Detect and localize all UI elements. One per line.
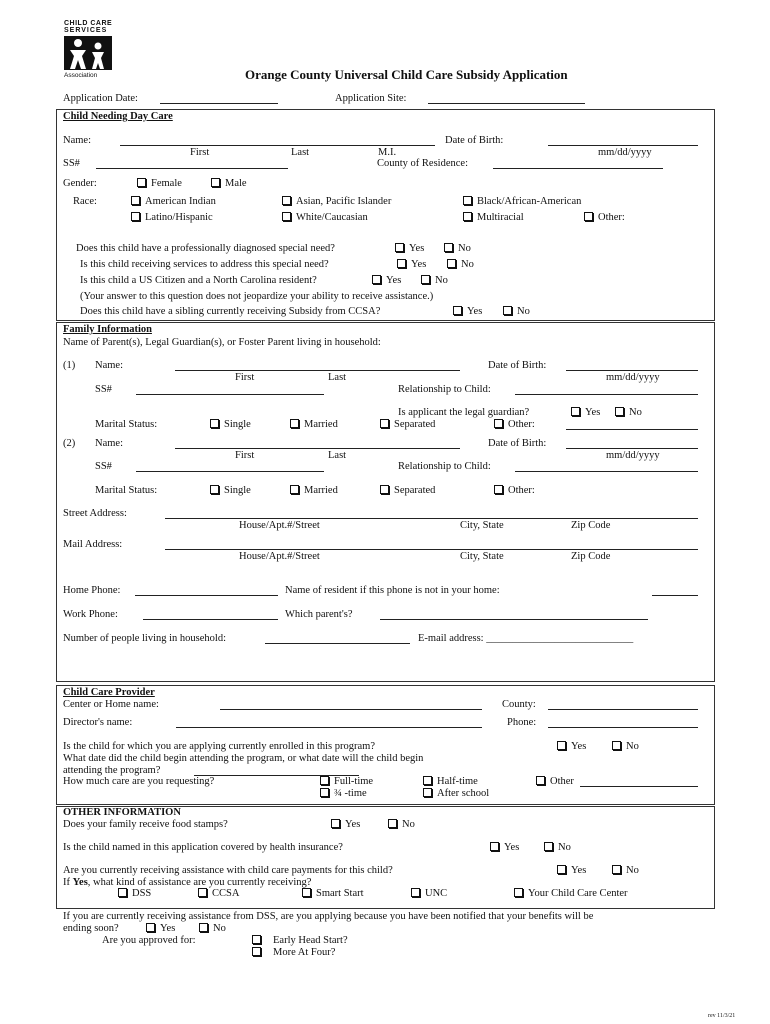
- provider-phone-field[interactable]: [548, 727, 698, 728]
- yes-label: Yes: [345, 819, 361, 830]
- enrolled-no[interactable]: [612, 741, 639, 752]
- child-heading: Child Needing Day Care: [63, 111, 173, 122]
- food-stamps-yes[interactable]: [331, 819, 360, 830]
- checkbox-icon[interactable]: [380, 485, 389, 494]
- afterschool-label: After school: [437, 788, 490, 799]
- mail-citystate-label: City, State: [460, 551, 504, 562]
- checkbox-icon[interactable]: [320, 776, 329, 785]
- yes-label: Yes: [571, 865, 587, 876]
- gender-female-label: Female: [151, 178, 182, 189]
- checkbox-icon[interactable]: [423, 776, 432, 785]
- checkbox-icon[interactable]: [411, 888, 420, 897]
- race-black-label: Black/African-American: [477, 196, 582, 207]
- care-fulltime[interactable]: [320, 776, 373, 787]
- gender-female[interactable]: [137, 178, 182, 189]
- street-citystate-label: City, State: [460, 520, 504, 531]
- parent2-single[interactable]: [210, 485, 251, 496]
- provider-phone-label: Phone:: [507, 717, 537, 728]
- director-field[interactable]: [176, 727, 482, 728]
- no-label: No: [435, 275, 448, 286]
- parent2-ss-label: SS#: [95, 461, 112, 472]
- parent2-dob-format: mm/dd/yyyy: [606, 450, 660, 461]
- checkbox-icon[interactable]: [199, 923, 208, 932]
- special-need-question: Does this child have a professionally diagnosed special need?: [76, 243, 335, 254]
- logo: [60, 20, 120, 80]
- provider-county-field[interactable]: [548, 709, 698, 710]
- checkbox-icon[interactable]: [544, 842, 553, 851]
- app-site-field[interactable]: [428, 103, 585, 104]
- checkbox-icon[interactable]: [118, 888, 127, 897]
- street-zip-label: Zip Code: [571, 520, 611, 531]
- logo-line-1: CHILD CARE: [64, 20, 113, 27]
- sibling-no[interactable]: [503, 306, 530, 317]
- logo-line-3: Association: [64, 72, 98, 79]
- parent2-name-field[interactable]: [175, 448, 460, 449]
- checkbox-icon[interactable]: [444, 243, 453, 252]
- parent1-separated[interactable]: [380, 419, 435, 430]
- checkbox-icon[interactable]: [421, 275, 430, 284]
- child-ss-field[interactable]: [96, 168, 288, 169]
- legal-guardian-question: Is applicant the legal guardian?: [398, 407, 530, 418]
- checkbox-icon[interactable]: [494, 419, 503, 428]
- yes-label: Yes: [411, 259, 427, 270]
- mail-address-label: Mail Address:: [63, 539, 123, 550]
- parent2-ss-field[interactable]: [136, 471, 324, 472]
- yes-label: Yes: [409, 243, 425, 254]
- checkbox-icon[interactable]: [211, 178, 220, 187]
- single-label: Single: [224, 419, 251, 430]
- page-title: Orange County Universal Child Care Subsidy Application: [245, 67, 568, 82]
- assist-smartstart[interactable]: [302, 888, 364, 899]
- race-american-indian-label: American Indian: [145, 196, 216, 207]
- checkbox-icon[interactable]: [252, 947, 261, 956]
- resident-label: Name of resident if this phone is not in your home:: [285, 585, 500, 596]
- checkbox-icon[interactable]: [380, 419, 389, 428]
- parent2-first-label: First: [235, 450, 255, 461]
- smartstart-label: Smart Start: [316, 888, 364, 899]
- parent1-relationship-field[interactable]: [515, 394, 698, 395]
- checkbox-icon[interactable]: [137, 178, 146, 187]
- headstart-label: Early Head Start?: [273, 935, 348, 946]
- kind-yes: Yes: [72, 877, 88, 888]
- approved-label: Are you approved for:: [102, 935, 196, 946]
- fulltime-label: Full-time: [334, 776, 374, 787]
- care-other[interactable]: [536, 776, 574, 787]
- care-other-field[interactable]: [580, 786, 698, 787]
- race-american-indian[interactable]: [131, 196, 216, 207]
- gender-male-label: Male: [225, 178, 247, 189]
- care-question: How much care are you requesting?: [63, 776, 215, 787]
- assistance-question: Are you currently receiving assistance with child care payments for this child?: [63, 865, 393, 876]
- other-info-heading: OTHER INFORMATION: [63, 807, 181, 818]
- parent1-name-field[interactable]: [175, 370, 460, 371]
- parent2-last-label: Last: [328, 450, 347, 461]
- race-label: Race:: [73, 196, 97, 207]
- checkbox-icon[interactable]: [282, 212, 291, 221]
- food-stamps-no[interactable]: [388, 819, 415, 830]
- race-multiracial-label: Multiracial: [477, 212, 524, 223]
- sibling-yes[interactable]: [453, 306, 482, 317]
- parent1-first-label: First: [235, 372, 255, 383]
- checkbox-icon[interactable]: [453, 306, 462, 315]
- services-no[interactable]: [447, 259, 474, 270]
- yes-label: Yes: [467, 306, 483, 317]
- legal-guardian-no[interactable]: [615, 407, 642, 418]
- services-yes[interactable]: [397, 259, 426, 270]
- checkbox-icon[interactable]: [571, 407, 580, 416]
- provider-county-label: County:: [502, 699, 536, 710]
- no-label: No: [458, 243, 471, 254]
- other-label: Other:: [508, 419, 535, 430]
- parent1-marital-label: Marital Status:: [95, 419, 158, 430]
- checkbox-icon[interactable]: [302, 888, 311, 897]
- checkbox-icon[interactable]: [198, 888, 207, 897]
- dss-no[interactable]: [199, 923, 226, 934]
- checkbox-icon[interactable]: [463, 196, 472, 205]
- checkbox-icon[interactable]: [372, 275, 381, 284]
- other-label: Other:: [508, 485, 535, 496]
- checkbox-icon[interactable]: [494, 485, 503, 494]
- no-label: No: [213, 923, 226, 934]
- no-label: No: [402, 819, 415, 830]
- checkbox-icon[interactable]: [463, 212, 472, 221]
- checkbox-icon[interactable]: [584, 212, 593, 221]
- street-house-label: House/Apt.#/Street: [239, 520, 320, 531]
- checkbox-icon[interactable]: [397, 259, 406, 268]
- parent1-dob-field[interactable]: [566, 370, 698, 371]
- center-name-label: Center or Home name:: [63, 699, 159, 710]
- family-heading: Family Information: [63, 324, 152, 335]
- food-stamps-question: Does your family receive food stamps?: [63, 819, 228, 830]
- provider-heading: Child Care Provider: [63, 687, 155, 698]
- director-label: Director's name:: [63, 717, 133, 728]
- no-label: No: [626, 741, 639, 752]
- parent1-number: (1): [63, 360, 76, 371]
- race-other[interactable]: [584, 212, 625, 223]
- race-white-label: White/Caucasian: [296, 212, 368, 223]
- assist-ccsa[interactable]: [198, 888, 239, 899]
- begin-question: What date did the child begin attending the program, or what date will the child begin: [63, 753, 424, 764]
- household-label: Number of people living in household:: [63, 633, 227, 644]
- care-halftime[interactable]: [423, 776, 478, 787]
- checkbox-icon[interactable]: [388, 819, 397, 828]
- logo-line-2: SERVICES: [64, 27, 108, 34]
- no-label: No: [629, 407, 642, 418]
- work-phone-field[interactable]: [143, 619, 278, 620]
- begin-question-cont: attending the program?: [63, 765, 161, 776]
- citizen-yes[interactable]: [372, 275, 401, 286]
- resident-field[interactable]: [652, 595, 698, 596]
- mail-address-field[interactable]: [165, 549, 698, 550]
- kind-rest: , what kind of assistance are you currently receiving?: [87, 877, 312, 888]
- checkbox-icon[interactable]: [514, 888, 523, 897]
- checkbox-icon[interactable]: [557, 865, 566, 874]
- checkbox-icon[interactable]: [252, 935, 261, 944]
- checkbox-icon[interactable]: [447, 259, 456, 268]
- street-address-label: Street Address:: [63, 508, 127, 519]
- child-county-field[interactable]: [493, 168, 663, 169]
- gender-label: Gender:: [63, 178, 97, 189]
- special-need-no[interactable]: [444, 243, 471, 254]
- parent1-other[interactable]: [494, 419, 535, 430]
- work-phone-label: Work Phone:: [63, 609, 118, 620]
- married-label: Married: [304, 419, 338, 430]
- parent1-name-label: Name:: [95, 360, 123, 371]
- family-subheading: Name of Parent(s), Legal Guardian(s), or Foster Parent living in household:: [63, 337, 381, 348]
- checkbox-icon[interactable]: [320, 788, 329, 797]
- child-first-label: First: [190, 147, 210, 158]
- checkbox-icon[interactable]: [146, 923, 155, 932]
- home-phone-field[interactable]: [135, 595, 278, 596]
- parent2-relationship-label: Relationship to Child:: [398, 461, 491, 472]
- child-last-label: Last: [291, 147, 310, 158]
- checkbox-icon[interactable]: [423, 788, 432, 797]
- parent2-dob-field[interactable]: [566, 448, 698, 449]
- checkbox-icon[interactable]: [131, 196, 140, 205]
- halftime-label: Half-time: [437, 776, 478, 787]
- race-other-label: Other:: [598, 212, 625, 223]
- parent1-last-label: Last: [328, 372, 347, 383]
- checkbox-icon[interactable]: [612, 865, 621, 874]
- checkbox-icon[interactable]: [557, 741, 566, 750]
- email-label[interactable]: E-mail address: ____________________________: [418, 633, 634, 644]
- parent2-marital-label: Marital Status:: [95, 485, 158, 496]
- legal-guardian-yes[interactable]: [571, 407, 600, 418]
- app-site-label: Application Site:: [335, 93, 407, 104]
- assist-unc[interactable]: [411, 888, 447, 899]
- assistance-no[interactable]: [612, 865, 639, 876]
- yes-label: Yes: [585, 407, 601, 418]
- dss-question-cont: ending soon?: [63, 923, 119, 934]
- no-label: No: [626, 865, 639, 876]
- race-white[interactable]: [282, 212, 368, 223]
- child-mi-label: M.I.: [378, 147, 397, 158]
- parent2-separated[interactable]: [380, 485, 435, 496]
- special-need-yes[interactable]: [395, 243, 424, 254]
- household-field[interactable]: [265, 643, 410, 644]
- revision-date: rev 11/3/21: [708, 1013, 736, 1019]
- checkbox-icon[interactable]: [331, 819, 340, 828]
- assistance-kind-question: [63, 877, 311, 888]
- app-date-field[interactable]: [160, 103, 278, 104]
- care-afterschool[interactable]: [423, 788, 489, 799]
- separated-label: Separated: [394, 485, 436, 496]
- dss-question: If you are currently receiving assistance from DSS, are you applying because you have been notified that your benefits will be: [63, 911, 594, 922]
- citizen-note: (Your answer to this question does not jeopardize your ability to receive assistance.): [80, 291, 434, 302]
- child-dob-field[interactable]: [548, 145, 698, 146]
- assist-ycc[interactable]: [514, 888, 628, 899]
- child-ss-label: SS#: [63, 158, 80, 169]
- checkbox-icon[interactable]: [490, 842, 499, 851]
- center-name-field[interactable]: [220, 709, 482, 710]
- checkbox-icon[interactable]: [290, 485, 299, 494]
- approved-moreatfour[interactable]: [252, 947, 335, 958]
- checkbox-icon[interactable]: [615, 407, 624, 416]
- parent2-number: (2): [63, 438, 76, 449]
- parent1-dob-label: Date of Birth:: [488, 360, 547, 371]
- gender-male[interactable]: [211, 178, 247, 189]
- parent1-single[interactable]: [210, 419, 251, 430]
- checkbox-icon[interactable]: [395, 243, 404, 252]
- parent2-married[interactable]: [290, 485, 338, 496]
- health-insurance-no[interactable]: [544, 842, 571, 853]
- parent1-ss-field[interactable]: [136, 394, 324, 395]
- no-label: No: [558, 842, 571, 853]
- parent1-married[interactable]: [290, 419, 338, 430]
- ccsa-label: CCSA: [212, 888, 240, 899]
- yes-label: Yes: [160, 923, 176, 934]
- checkbox-icon[interactable]: [503, 306, 512, 315]
- enrolled-yes[interactable]: [557, 741, 586, 752]
- checkbox-icon[interactable]: [131, 212, 140, 221]
- yes-label: Yes: [386, 275, 402, 286]
- race-multiracial[interactable]: [463, 212, 524, 223]
- street-address-field[interactable]: [165, 518, 698, 519]
- sibling-question: Does this child have a sibling currently receiving Subsidy from CCSA?: [80, 306, 381, 317]
- race-latino-label: Latino/Hispanic: [145, 212, 213, 223]
- dss-yes[interactable]: [146, 923, 175, 934]
- enrolled-question: Is the child for which you are applying currently enrolled in this program?: [63, 741, 375, 752]
- no-label: No: [461, 259, 474, 270]
- child-county-label: County of Residence:: [377, 158, 468, 169]
- parent1-other-field[interactable]: [566, 429, 698, 430]
- race-latino[interactable]: [131, 212, 213, 223]
- which-parent-label: Which parent's?: [285, 609, 353, 620]
- threequarter-label: ¾ -time: [334, 788, 367, 799]
- kind-prefix: If: [63, 877, 73, 888]
- parent1-dob-format: mm/dd/yyyy: [606, 372, 660, 383]
- child-dob-format: mm/dd/yyyy: [598, 147, 652, 158]
- checkbox-icon[interactable]: [282, 196, 291, 205]
- assist-dss[interactable]: [118, 888, 151, 899]
- checkbox-icon[interactable]: [210, 419, 219, 428]
- parent1-relationship-label: Relationship to Child:: [398, 384, 491, 395]
- mail-zip-label: Zip Code: [571, 551, 611, 562]
- married-label: Married: [304, 485, 338, 496]
- parent2-dob-label: Date of Birth:: [488, 438, 547, 449]
- separated-label: Separated: [394, 419, 436, 430]
- race-asian-label: Asian, Pacific Islander: [296, 196, 392, 207]
- parent2-relationship-field[interactable]: [515, 471, 698, 472]
- race-black[interactable]: [463, 196, 581, 207]
- health-insurance-question: Is the child named in this application covered by health insurance?: [63, 842, 343, 853]
- checkbox-icon[interactable]: [536, 776, 545, 785]
- child-name-label: Name:: [63, 135, 91, 146]
- checkbox-icon[interactable]: [612, 741, 621, 750]
- assistance-yes[interactable]: [557, 865, 586, 876]
- care-threequarter[interactable]: [320, 788, 367, 799]
- yes-label: Yes: [504, 842, 520, 853]
- ycc-label: Your Child Care Center: [528, 888, 628, 899]
- health-insurance-yes[interactable]: [490, 842, 519, 853]
- parent1-ss-label: SS#: [95, 384, 112, 395]
- home-phone-label: Home Phone:: [63, 585, 121, 596]
- app-date-label: Application Date:: [63, 93, 138, 104]
- yes-label: Yes: [571, 741, 587, 752]
- logo-figures-icon: [64, 36, 112, 70]
- which-parent-field[interactable]: [380, 619, 648, 620]
- child-name-field[interactable]: [120, 145, 435, 146]
- race-asian[interactable]: [282, 196, 391, 207]
- citizen-no[interactable]: [421, 275, 448, 286]
- approved-headstart[interactable]: [252, 935, 348, 946]
- checkbox-icon[interactable]: [210, 485, 219, 494]
- single-label: Single: [224, 485, 251, 496]
- citizen-question: Is this child a US Citizen and a North Carolina resident?: [80, 275, 317, 286]
- care-other-label: Other: [550, 776, 574, 787]
- services-question: Is this child receiving services to address this special need?: [80, 259, 329, 270]
- dss-label: DSS: [132, 888, 152, 899]
- parent2-name-label: Name:: [95, 438, 123, 449]
- moreatfour-label: More At Four?: [273, 947, 336, 958]
- mail-house-label: House/Apt.#/Street: [239, 551, 320, 562]
- parent2-other[interactable]: [494, 485, 535, 496]
- no-label: No: [517, 306, 530, 317]
- checkbox-icon[interactable]: [290, 419, 299, 428]
- unc-label: UNC: [425, 888, 448, 899]
- child-dob-label: Date of Birth:: [445, 135, 504, 146]
